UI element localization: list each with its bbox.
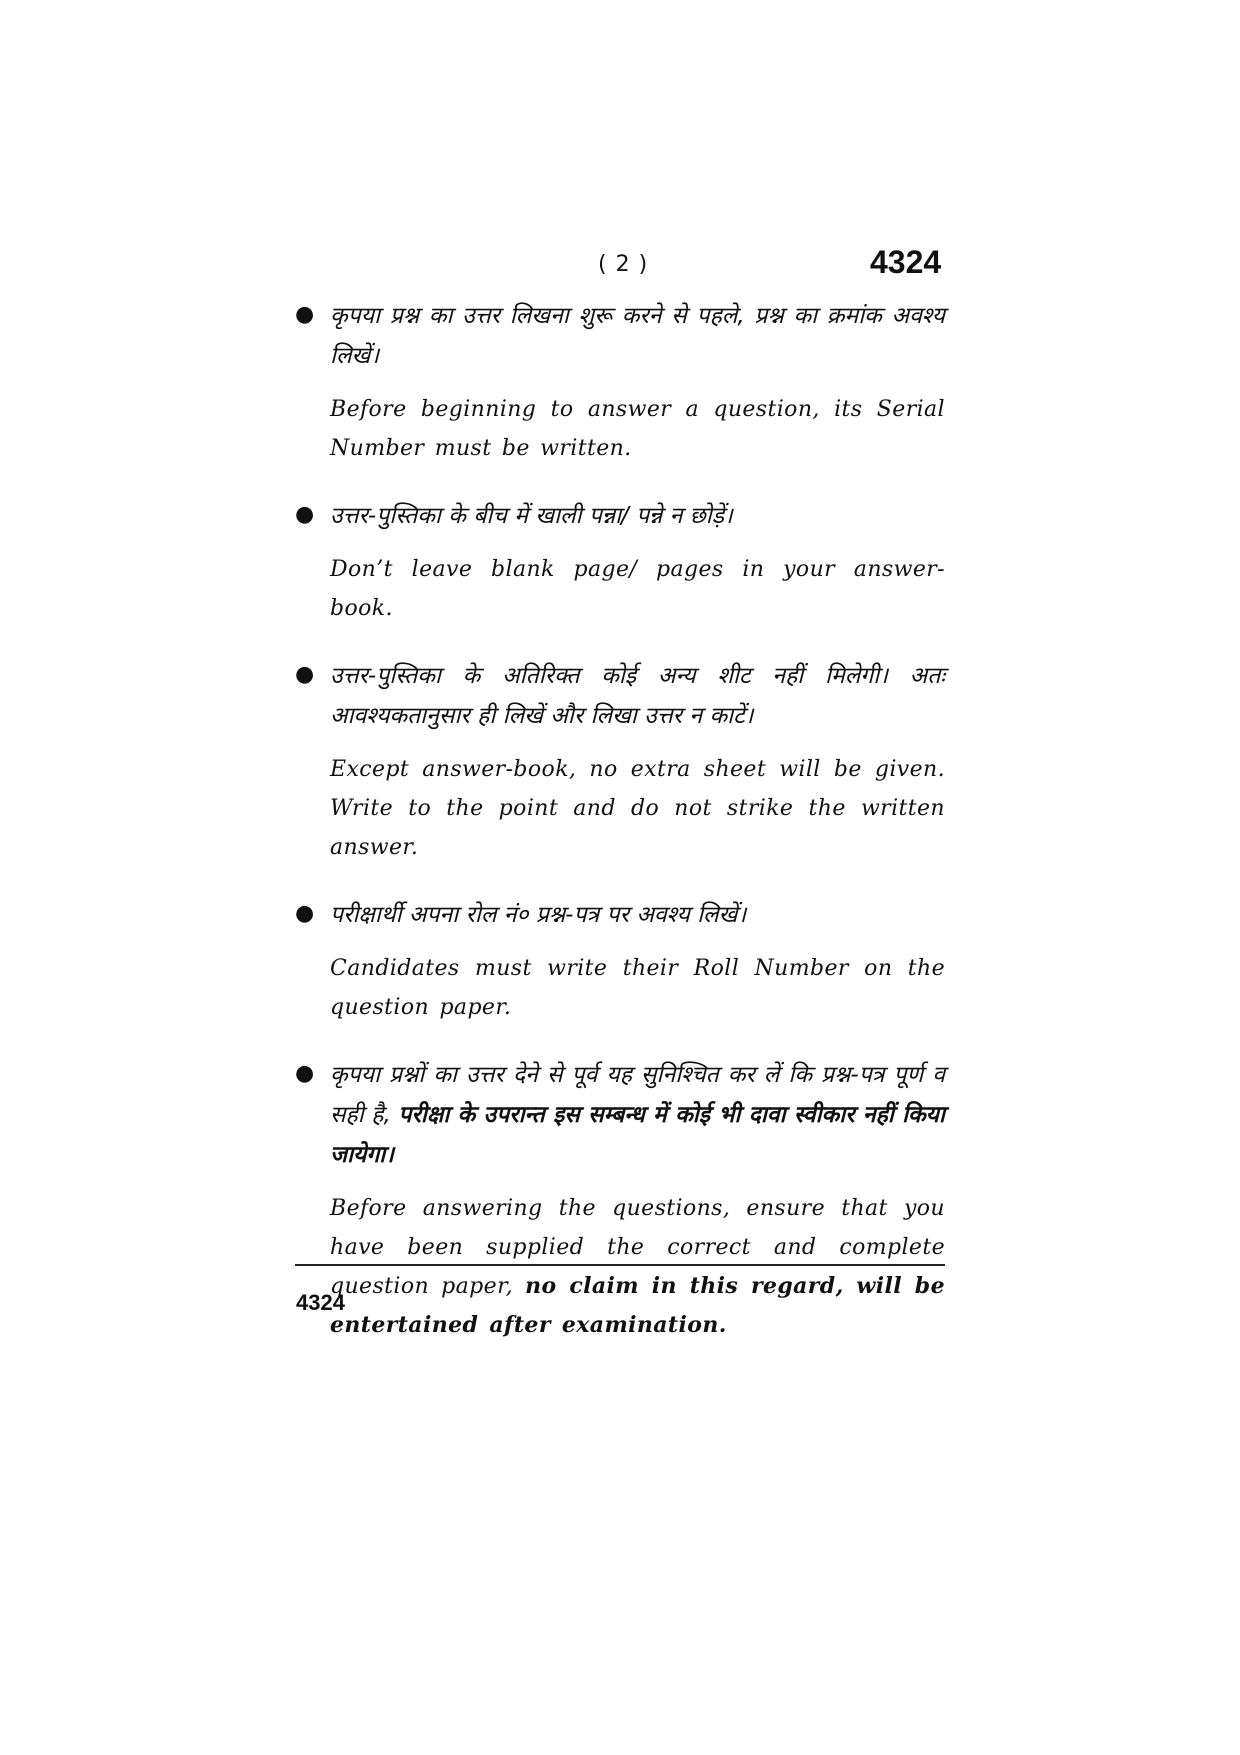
instruction-item-3 bbox=[295, 656, 945, 867]
bullet-icon: ● bbox=[295, 302, 315, 327]
instruction-english: Before beginning to answer a question, its Serial Number must be written. bbox=[330, 397, 945, 461]
paper-code-footer: 4324 bbox=[296, 1290, 345, 1315]
bullet-icon: ● bbox=[295, 901, 315, 926]
instruction-item-1 bbox=[295, 296, 945, 468]
instruction-hindi: कृपया प्रश्न का उत्तर लिखना शुरू करने से पहले, प्रश्न का क्रमांक अवश्य लिखें। bbox=[330, 303, 945, 369]
instruction-hindi: परीक्षार्थी अपना रोल नं० प्रश्न-पत्र पर अवश्य लिखें। bbox=[330, 902, 747, 928]
page-number: ( 2 ) bbox=[598, 252, 649, 277]
instruction-hindi: उत्तर-पुस्तिका के अतिरिक्त कोई अन्य शीट नहीं मिलेगी। अतः आवश्यकतानुसार ही लिखें और लिखा उत्तर न काटें। bbox=[330, 663, 945, 729]
instruction-item-4 bbox=[295, 895, 945, 1027]
instructions-list bbox=[295, 296, 945, 1373]
instruction-english: Don’t leave blank page/ pages in your answer-book. bbox=[330, 557, 945, 621]
instruction-item-2 bbox=[295, 496, 945, 628]
instruction-english-bold: no claim in this regard, will be entertained after examination. bbox=[330, 1273, 945, 1338]
instruction-english: Except answer-book, no extra sheet will be given. Write to the point and do not strike the written answer. bbox=[330, 757, 945, 860]
instruction-hindi: कृपया प्रश्नों का उत्तर देने से पूर्व यह सुनिश्चित कर लें कि प्रश्न-पत्र पूर्ण व सही है, bbox=[330, 1062, 945, 1128]
instruction-english: Before answering the questions, ensure that you have been supplied the correct and complete question paper, bbox=[330, 1196, 945, 1299]
paper-code-header: 4324 bbox=[870, 244, 942, 280]
bullet-icon: ● bbox=[295, 1061, 315, 1086]
instruction-hindi: उत्तर-पुस्तिका के बीच में खाली पन्ना/ पन्ने न छोड़ें। bbox=[330, 503, 733, 529]
divider-line bbox=[295, 1264, 945, 1266]
instruction-hindi-container bbox=[330, 1055, 945, 1175]
bullet-icon: ● bbox=[295, 502, 315, 527]
bullet-icon: ● bbox=[295, 662, 315, 687]
instruction-english-container bbox=[330, 1189, 945, 1345]
instruction-hindi-bold: परीक्षा के उपरान्त इस सम्बन्ध में कोई भी दावा स्वीकार नहीं किया जायेगा। bbox=[330, 1102, 945, 1168]
instruction-english: Candidates must write their Roll Number on the question paper. bbox=[330, 956, 945, 1020]
instruction-item-5 bbox=[295, 1055, 945, 1345]
